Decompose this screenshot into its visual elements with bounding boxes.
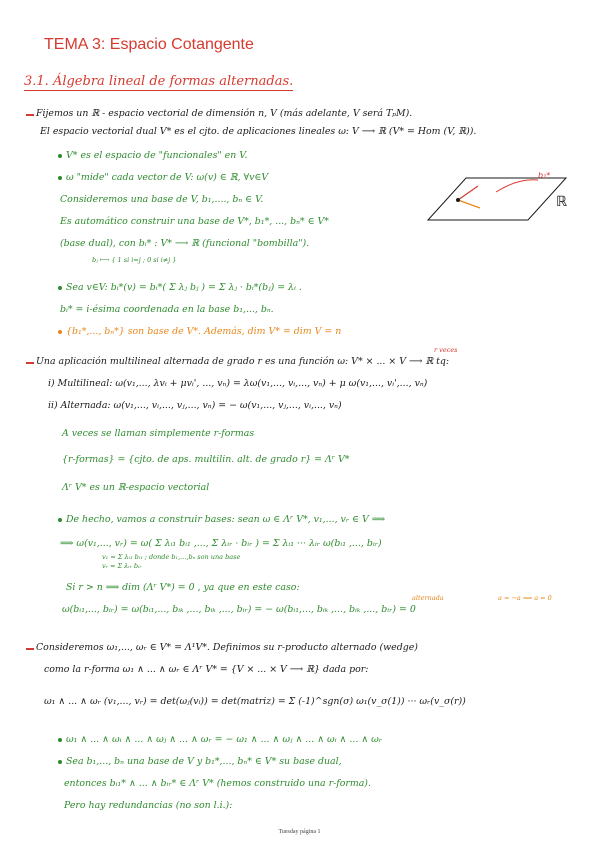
note-line: como la r-forma ω₁ ∧ ... ∧ ωᵣ ∈ Λʳ V* = {V × ... × V ⟶ ℝ} dada por: — [44, 664, 369, 675]
note-line: i) Multilineal: ω(v₁,..., λvᵢ + μvᵢ', ..., vₙ) = λω(v₁,..., vᵢ,..., vₙ) + μ ω(v₁,..., vᵢ',..., vₙ) — [48, 378, 428, 389]
note-line: De hecho, vamos a construir bases: sean ω ∈ Λʳ V*, v₁,..., vᵣ ∈ V ⟹ — [66, 514, 386, 525]
note-line: v₁ = Σ λᵢ₁ bᵢ₁ ; donde b₁,...,bₙ son una base — [102, 553, 241, 561]
section-heading: 3.1. Álgebra lineal de formas alternadas. — [24, 74, 294, 89]
green-bullet — [58, 518, 62, 522]
reals-label: ℝ — [556, 194, 568, 210]
note-line: V* es el espacio de "funcionales" en V. — [66, 150, 248, 161]
note-line: Fijemos un ℝ - espacio vectorial de dimensión n, V (más adelante, V será TₚM). — [36, 108, 413, 119]
dual-label: b₁* — [538, 171, 551, 180]
page-title: TEMA 3: Espacio Cotangente — [44, 36, 254, 53]
green-bullet — [58, 760, 62, 764]
orange-bullet — [58, 330, 62, 334]
green-bullet — [58, 286, 62, 290]
dash-bullet — [26, 648, 34, 650]
note-line: Consideremos ω₁,..., ωᵣ ∈ V* = Λ¹V*. Definimos su r-producto alternado (wedge) — [36, 642, 418, 653]
note-line: Es automático construir una base de V*, b₁*, ..., bₙ* ∈ V* — [60, 216, 329, 227]
green-bullet — [58, 154, 62, 158]
note-line: bⱼ ⟼ { 1 si i=j ; 0 si i≠j } — [92, 256, 177, 264]
note-line: Si r > n ⟹ dim (Λʳ V*) = 0 , ya que en este caso: — [66, 582, 300, 593]
note-line: Consideremos una base de V, b₁,...., bₙ ∈ V. — [60, 194, 264, 205]
plane-figure — [426, 168, 586, 226]
green-bullet — [58, 738, 62, 742]
note-line: Sea v∈V: bᵢ*(v) = bᵢ*( Σ λⱼ bⱼ ) = Σ λⱼ · bᵢ*(bⱼ) = λᵢ . — [66, 282, 302, 293]
dash-bullet — [26, 362, 34, 364]
note-line: r veces — [434, 346, 458, 354]
note-line: ω₁ ∧ ... ∧ ωᵣ (v₁,..., vᵣ) = det(ωⱼ(vᵢ)) = det(matriz) = Σ (-1)^sgn(σ) ω₁(v_σ(1)) ··· ωᵣ(v_σ(r)) — [44, 696, 466, 707]
page-footer: Tuesday página 1 — [278, 829, 321, 835]
note-line: ii) Alternada: ω(v₁,..., vᵢ,..., vⱼ,..., vₙ) = − ω(v₁,..., vⱼ,..., vᵢ,..., vₙ) — [48, 400, 342, 411]
note-line: {r-formas} = {cjto. de aps. multilin. alt. de grado r} = Λʳ V* — [62, 454, 350, 465]
note-line: Pero hay redundancias (no son l.i.): — [64, 800, 233, 811]
dash-bullet — [26, 114, 34, 116]
origin-point — [456, 198, 460, 202]
note-line: El espacio vectorial dual V* es el cjto. de aplicaciones lineales ω: V ⟶ ℝ (V* = Hom (V, ℝ)). — [40, 126, 477, 137]
note-line: {b₁*,..., bₙ*} son base de V*. Además, dim V* = dim V = n — [66, 326, 342, 337]
note-line: Una aplicación multilineal alternada de grado r es una función ω: V* × ... × V ⟶ ℝ tq: — [36, 356, 450, 367]
note-line: (base dual), con bᵢ* : V* ⟶ ℝ (funcional "bombilla"). — [60, 238, 310, 249]
note-line: Λʳ V* es un ℝ-espacio vectorial — [62, 482, 210, 493]
note-line: A veces se llaman simplemente r-formas — [62, 428, 255, 439]
note-line: ω "mide" cada vector de V: ω(v) ∈ ℝ, ∀v∈V — [66, 172, 269, 183]
note-line: vᵣ = Σ λᵢᵣ bᵢᵣ — [102, 562, 142, 570]
note-line: entonces bᵢ₁* ∧ ... ∧ bᵢᵣ* ∈ Λʳ V* (hemos construido una r-forma). — [64, 778, 371, 789]
note-line: bᵢ* = i-ésima coordenada en la base b₁,..., bₙ. — [60, 304, 274, 315]
note-line: ω₁ ∧ ... ∧ ωᵢ ∧ ... ∧ ωⱼ ∧ ... ∧ ωᵣ = − ω₁ ∧ ... ∧ ωⱼ ∧ ... ∧ ωᵢ ∧ ... ∧ ωᵣ — [66, 734, 383, 745]
green-bullet — [58, 176, 62, 180]
note-line: Sea b₁,..., bₙ una base de V y b₁*,..., bₙ* ∈ V* su base dual, — [66, 756, 342, 767]
note-line: ω(bᵢ₁,..., bᵢᵣ) = ω(bᵢ₁,..., bᵢₖ ,..., bᵢₖ ,..., bᵢᵣ) = − ω(bᵢ₁,..., bᵢₖ ,..., bᵢₖ ,..., bᵢᵣ) = 0 — [62, 604, 416, 615]
plane-parallelogram — [428, 178, 566, 220]
note-line: alternada — [412, 594, 444, 602]
note-line: a = −a ⟹ a = 0 — [498, 594, 552, 602]
note-line: ⟹ ω(v₁,..., vᵣ) = ω( Σ λᵢ₁ bᵢ₁ ,..., Σ λᵢᵣ · bᵢᵣ ) = Σ λᵢ₁ ··· λᵢᵣ ω(bᵢ₁ ,..., bᵢᵣ) — [60, 538, 382, 549]
